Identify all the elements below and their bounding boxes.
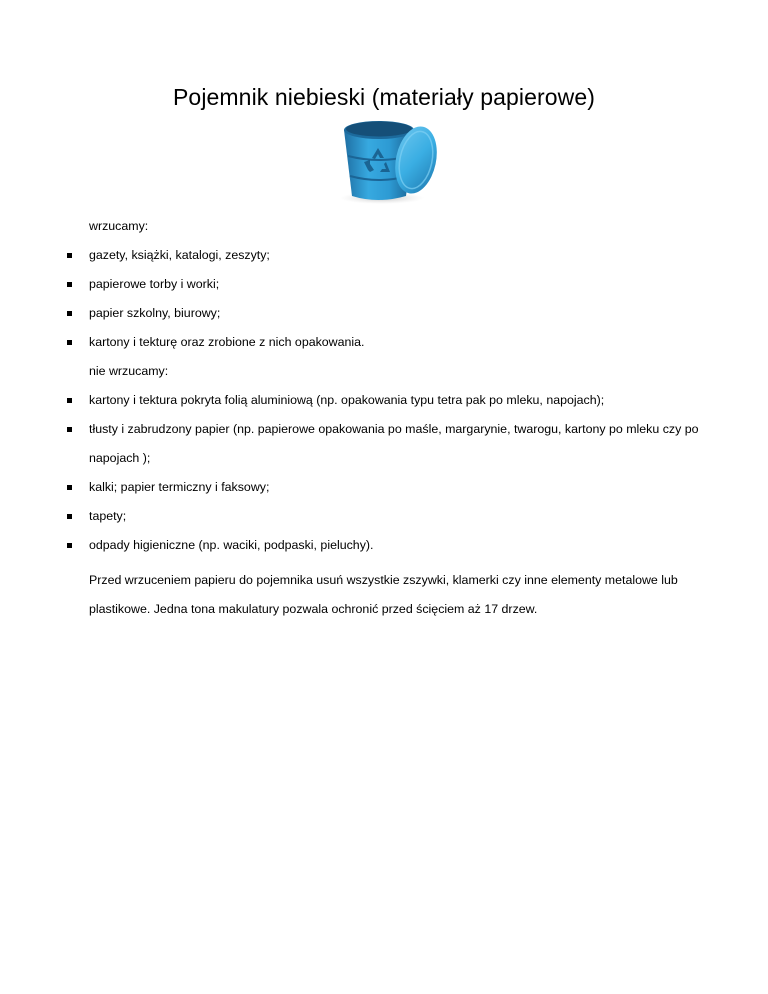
- section-no-list: [67, 392, 707, 554]
- section-yes-list: [67, 247, 707, 351]
- list-item: tapety;: [67, 508, 707, 525]
- note-paragraph: Przed wrzuceniem papieru do pojemnika usuń wszystkie zszywki, klamerki czy inne elementy metalowe lub plastikowe. Jedna tona makulatury pozwala ochronić przed ścięciem aż 17 drzew.: [89, 573, 678, 616]
- bullet-icon: [67, 398, 72, 403]
- bullet-icon: [67, 514, 72, 519]
- section-no-label: nie wrzucamy:: [89, 364, 169, 378]
- page-title: Pojemnik niebieski (materiały papierowe): [172, 84, 595, 110]
- list-item: tłusty i zabrudzony papier (np. papierowe opakowania po maśle, margarynie, twarogu, kartony po mleku czy po napojach );: [67, 415, 707, 473]
- bullet-icon: [67, 282, 72, 287]
- bullet-icon: [67, 253, 72, 258]
- list-item: kartony i tekturę oraz zrobione z nich opakowania.: [67, 334, 707, 351]
- list-item: odpady higieniczne (np. waciki, podpaski, pieluchy).: [67, 537, 707, 554]
- list-item: papierowe torby i worki;: [67, 276, 707, 293]
- list-item: kalki; papier termiczny i faksowy;: [67, 479, 707, 496]
- blue-recycling-bin-icon: [334, 114, 440, 206]
- bullet-icon: [67, 340, 72, 345]
- content: [67, 218, 707, 624]
- list-item: gazety, książki, katalogi, zeszyty;: [67, 247, 707, 264]
- list-item: papier szkolny, biurowy;: [67, 305, 707, 322]
- list-item: kartony i tektura pokryta folią aluminiową (np. opakowania typu tetra pak po mleku, napojach);: [67, 392, 707, 409]
- bullet-icon: [67, 427, 72, 432]
- bullet-icon: [67, 543, 72, 548]
- bullet-icon: [67, 311, 72, 316]
- section-yes-label: wrzucamy:: [89, 219, 149, 233]
- bullet-icon: [67, 485, 72, 490]
